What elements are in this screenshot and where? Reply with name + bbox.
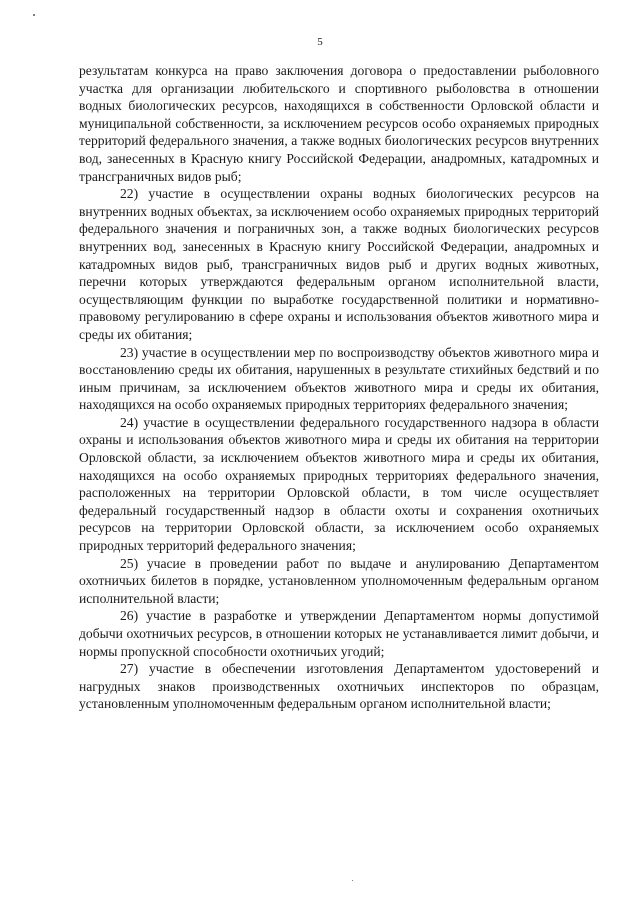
paragraph-24: 24) участие в осуществлении федерального государственного надзора в области охраны и использования объектов животного мира и среды их обитания на территории Орловской области, за исключением объектов животного мира и среды их обитания, находящихся на особо охраняемых природных территориях федерального значения, расположенных на территории Орловской области, в том числе осуществляет федеральный государственный надзор в области охоты и сохранения охотничьих ресурсов на территории Орловской области, за исключением особо охраняемых природных территорий федерального значения; [79, 414, 599, 554]
paragraph-26: 26) участие в разработке и утверждении Департаментом нормы допустимой добычи охотничьих ресурсов, в отношении которых не устанавливается лимит добычи, и нормы пропускной способности охотничьих угодий; [79, 608, 599, 659]
document-body [79, 62, 599, 713]
scan-speck [33, 14, 35, 16]
paragraph-21-continuation: результатам конкурса на право заключения договора о предоставлении рыболовного участка для организации любительского и спортивного рыболовства в отношении водных биологических ресурсов, находящихся в собственности Орловской области и муниципальной собственности, за исключением ресурсов особо охраняемых природных территорий федерального значения, а также водных биологических ресурсов внутренних вод, занесенных в Красную книгу Российской Федерации, анадромных, катадромных и трансграничных видов рыб; [79, 63, 599, 184]
paragraph-25: 25) учасие в проведении работ по выдаче и анулированию Департаментом охотничьих билетов в порядке, установленном уполномоченным федеральным органом исполнительной власти; [79, 555, 599, 606]
paragraph-22: 22) участие в осуществлении охраны водных биологических ресурсов на внутренних водных объектах, за исключением особо охраняемых природных территорий федерального значения и пограничных зон, а также водных биологических ресурсов внутренних вод, занесенных в Красную книгу Российской Федерации, анадромных и катадромных видов рыб, трансграничных видов рыб и других водных животных, перечни которых утверждаются федеральным органом исполнительной власти, осуществляющим функции по выработке государственной политики и нормативно-правовому регулированию в сфере охраны и использования объектов животного мира и среды их обитания; [79, 186, 599, 342]
page-number: 5 [317, 36, 323, 48]
paragraph-23: 23) участие в осуществлении мер по воспроизводству объектов животного мира и восстановлению среды их обитания, нарушенных в результате стихийных бедствий и по иным причинам, за исключением объектов животного мира и среды их обитания, находящихся на особо охраняемых природных территориях федерального значения; [79, 344, 599, 413]
paragraph-27: 27) участие в обеспечении изготовления Департаментом удостоверений и нагрудных знаков производственных охотничьих инспекторов по образцам, установленным уполномоченным федеральным органом исполнительной власти; [79, 661, 599, 712]
scan-speck [352, 880, 353, 881]
